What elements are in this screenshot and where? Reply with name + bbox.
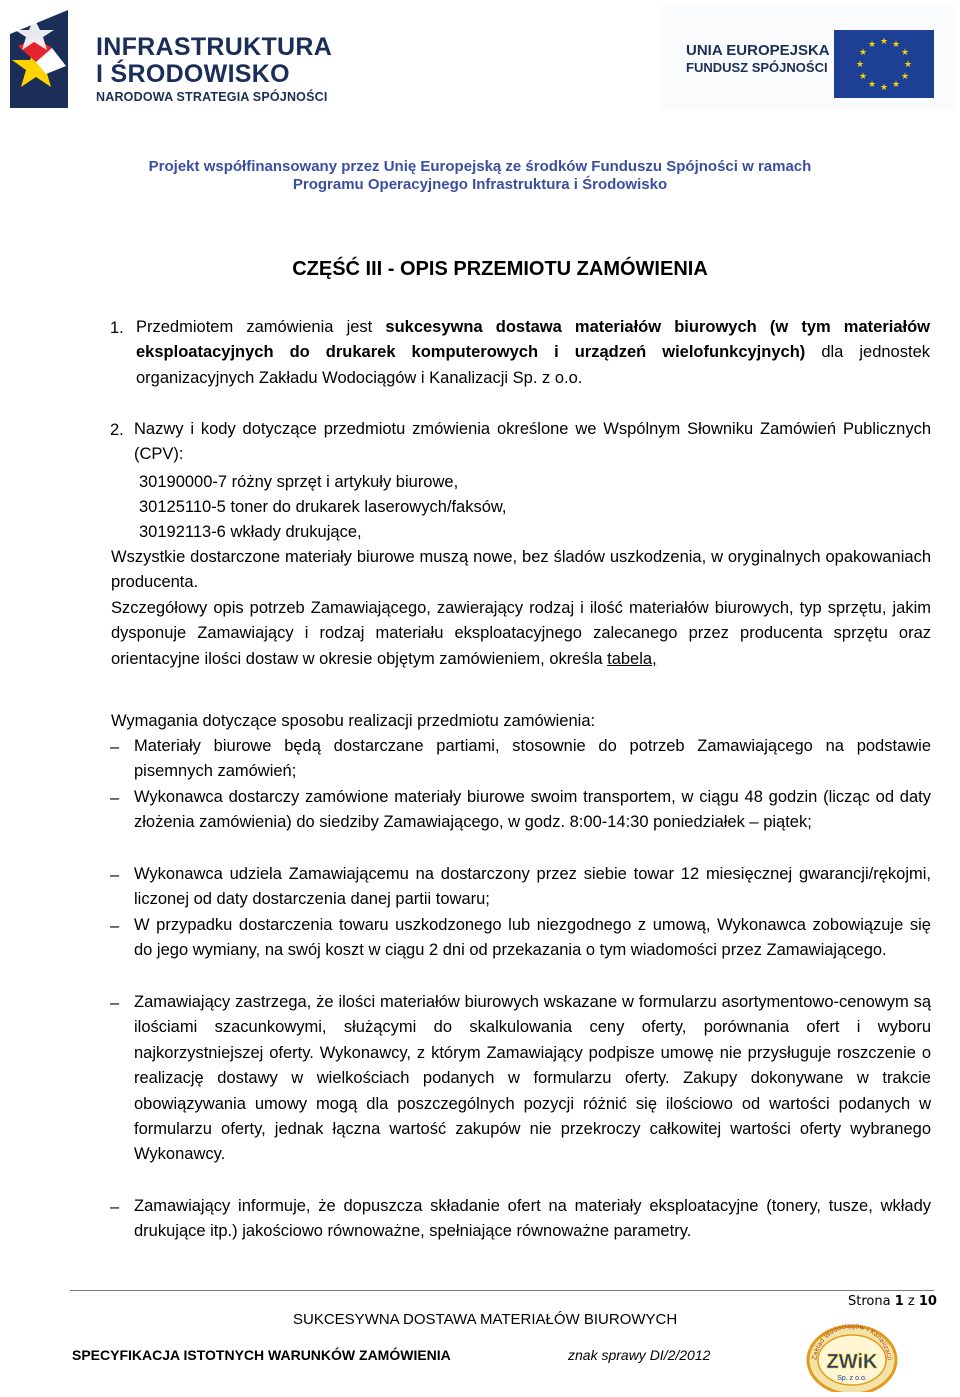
- requirement-4: W przypadku dostarczenia towaru uszkodzonego lub niezgodnego z umową, Wykonawca zobowiązuje się do jego wymiany, na swój koszt w ciągu 2 dni od przekazania o tym wiadomości przez Zamawiającego.: [134, 916, 931, 960]
- svg-text:★: ★: [900, 48, 910, 58]
- requirement-1: Materiały biurowe będą dostarczane partiami, stosownie do potrzeb Zamawiającego na podstawie pisemnych zamówień;: [134, 737, 931, 781]
- svg-text:★: ★: [903, 60, 913, 70]
- cpv-code-1: 30190000-7 różny sprzęt i artykuły biurowe,: [139, 473, 459, 491]
- footer-divider: [70, 1290, 934, 1291]
- svg-text:★: ★: [879, 37, 889, 47]
- page-current: 1: [894, 1294, 904, 1309]
- svg-text:★: ★: [879, 83, 889, 93]
- cpv-code-3: 30192113-6 wkłady drukujące,: [139, 523, 362, 541]
- footer-document-name: SPECYFIKACJA ISTOTNYCH WARUNKÓW ZAMÓWIENIA: [72, 1347, 451, 1363]
- detailed-text: Szczegółowy opis potrzeb Zamawiającego, zawierający rodzaj i ilość materiałów biurowych, typ sprzętu, jakim dysponuje Zamawiający i rodzaj materiału eksploatacyjnego zalecanego przez producenta sprzętu oraz orientacyjne ilości dostaw w okresie objętym zamówieniem, określa: [111, 599, 931, 668]
- infrastruktura-logo: [6, 4, 336, 112]
- dash-icon: –: [110, 1198, 120, 1216]
- cpv-code-2: 30125110-5 toner do drukarek laserowych/faksów,: [139, 498, 507, 516]
- requirements-heading: Wymagania dotyczące sposobu realizacji przedmiotu zamówienia:: [111, 712, 596, 730]
- svg-text:★: ★: [855, 60, 865, 70]
- svg-text:★: ★: [858, 72, 868, 82]
- svg-text:ZWiK: ZWiK: [826, 1351, 878, 1373]
- eu-flag-icon: [834, 30, 934, 98]
- footer-title: SUKCESYWNA DOSTAWA MATERIAŁÓW BIUROWYCH: [293, 1311, 678, 1328]
- table-reference: tabela,: [607, 649, 657, 668]
- svg-text:★: ★: [891, 80, 901, 90]
- dash-icon: –: [110, 738, 120, 756]
- page-number: [848, 1294, 937, 1309]
- item-1-lead: Przedmiotem zamówienia jest: [136, 318, 386, 336]
- detailed-description-paragraph: [111, 596, 931, 672]
- eu-logo: [660, 6, 956, 110]
- cofinancing-line-2: Programu Operacyjnego Infrastruktura i Środowisko: [292, 176, 668, 193]
- dash-icon: –: [110, 994, 120, 1012]
- eu-logo-line-1: UNIA EUROPEJSKA: [686, 42, 830, 59]
- logo-line-2: I ŚRODOWISKO: [96, 60, 290, 88]
- svg-text:Sp. z o.o.: Sp. z o.o.: [837, 1375, 867, 1382]
- cofinancing-line-1: Projekt współfinansowany przez Unię Europejską ze środków Funduszu Spójności w ramach: [148, 158, 812, 175]
- svg-text:★: ★: [891, 40, 901, 50]
- item-2-number: 2.: [110, 421, 124, 439]
- dash-icon: –: [110, 917, 120, 935]
- star-emblem-icon: [6, 4, 88, 110]
- item-1-number: 1.: [110, 319, 124, 337]
- requirement-2: Wykonawca dostarczy zamówione materiały biurowe swoim transportem, w ciągu 48 godzin (licząc od daty złożenia zamówienia) do siedziby Zamawiającego, w godz. 8:00-14:30 poniedziałek – piątek;: [134, 788, 931, 832]
- svg-text:★: ★: [867, 40, 877, 50]
- logo-line-3: NARODOWA STRATEGIA SPÓJNOŚCI: [96, 90, 328, 104]
- item-1-rest: dla jednostek organizacyjnych Zakładu Wodociągów i Kanalizacji Sp. z o.o.: [136, 343, 930, 387]
- page-separator: z: [907, 1294, 915, 1309]
- page-total: 10: [918, 1294, 937, 1309]
- logo-line-1: INFRASTRUKTURA: [96, 33, 333, 61]
- stamp-ring-text: Zakład Wodociągów i Kanalizacji: [810, 1321, 894, 1361]
- svg-text:★: ★: [900, 72, 910, 82]
- requirement-3: Wykonawca udziela Zamawiającemu na dostarczony przez siebie towar 12 miesięcznej gwarancji/rękojmi, liczonej od daty dostarczenia danej partii towaru;: [134, 865, 931, 909]
- item-2-text: Nazwy i kody dotyczące przedmiotu zmówienia określone we Wspólnym Słowniku Zamówień Publicznych (CPV):: [134, 420, 931, 464]
- requirement-6: Zamawiający informuje, że dopuszcza składanie ofert na materiały eksploatacyjne (tonery, tusze, wkłady drukujące itp.) jakościowo równoważne, spełniające równoważne parametry.: [134, 1197, 931, 1241]
- dash-icon: –: [110, 866, 120, 884]
- requirement-5: Zamawiający zastrzega, że ilości materiałów biurowych wskazane w formularzu asortymentowo-cenowym są ilościami szacunkowymi, służącymi do skalkulowania ceny oferty, porównania ofert i wyboru najkorzystniejszej oferty. Wykonawcy, z którym Zamawiający podpisze umowę nie przysługuje roszczenie o realizację dostawy w wielkościach podanych w formularzu oferty. Zakupy dokonywane w trakcie obowiązywania umowy mogą dla poszczególnych pozycji różnić się ilościowo od wartości podanych w formularzu oferty, jednak łączna wartość zakupów nie przekroczy całkowitej wartości oferty wybranego Wykonawcy.: [134, 993, 931, 1164]
- dash-icon: –: [110, 789, 120, 807]
- zwik-stamp-icon: [804, 1316, 900, 1397]
- section-title: CZĘŚĆ III - OPIS PRZEMIOTU ZAMÓWIENIA: [292, 258, 708, 280]
- svg-text:★: ★: [858, 48, 868, 58]
- eu-logo-line-2: FUNDUSZ SPÓJNOŚCI: [686, 60, 828, 75]
- svg-text:★: ★: [867, 80, 877, 90]
- page-label: Strona: [848, 1294, 891, 1309]
- item-1-full: [136, 315, 930, 391]
- footer-case-reference: znak sprawy DI/2/2012: [568, 1347, 711, 1363]
- item-1-bold: sukcesywna dostawa materiałów biurowych (w tym materiałów eksploatacyjnych do drukarek komputerowych i urządzeń wielofunkcyjnych): [136, 318, 930, 362]
- all-supplied-paragraph: Wszystkie dostarczone materiały biurowe muszą nowe, bez śladów uszkodzenia, w oryginalnych opakowaniach producenta.: [111, 548, 931, 592]
